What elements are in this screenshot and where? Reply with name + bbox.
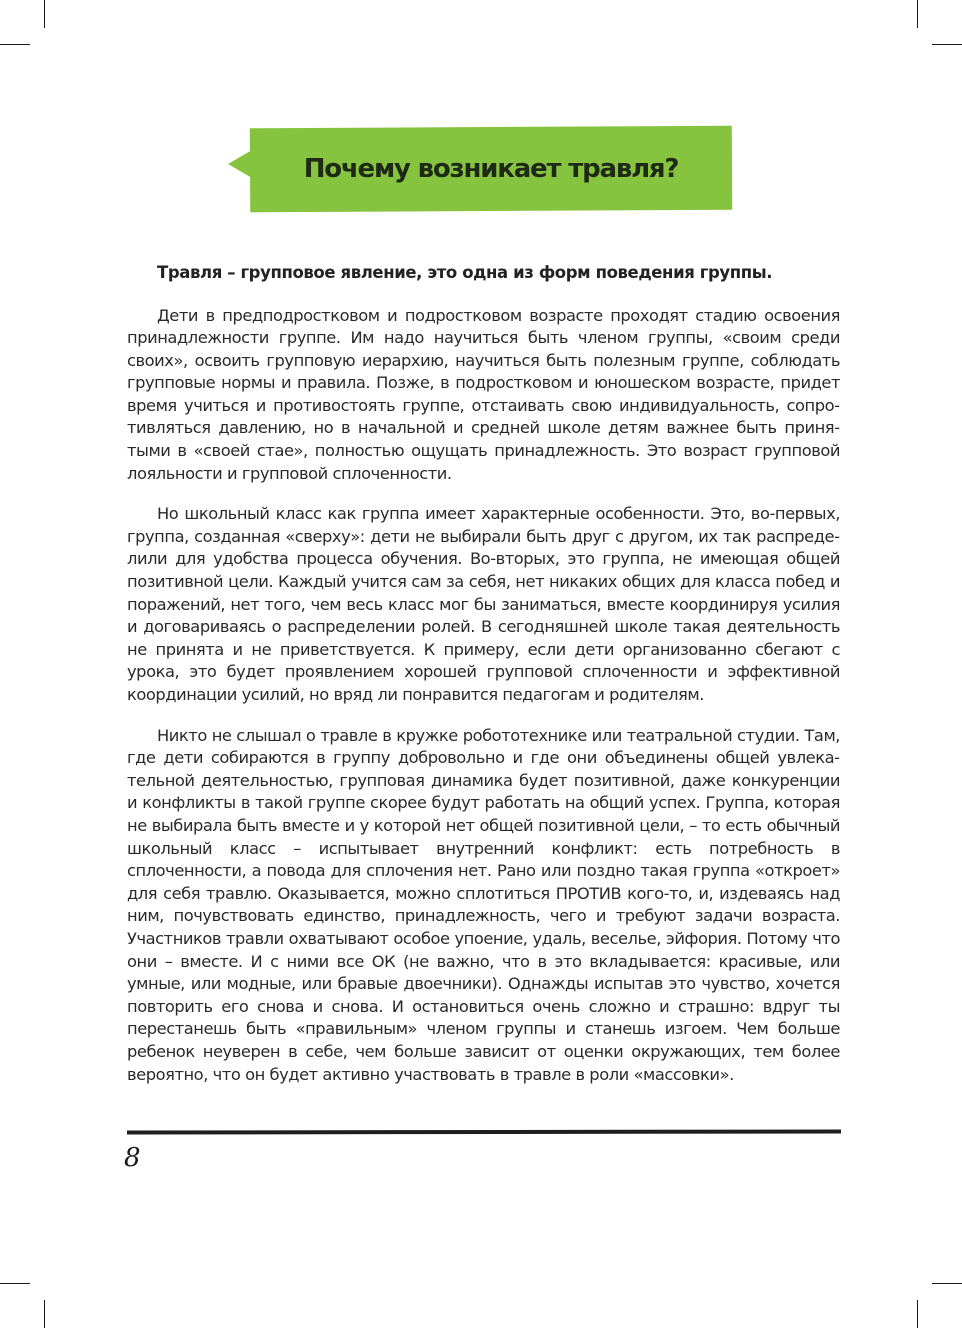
paragraph-1: Дети в предподростковом и подростковом возрасте проходят стадию освоения принадлежности группе. Им надо научиться быть членом группы, «своим среди своих», освоить групповую иерархию, научиться быть полезным группе, соблюдать групповые нормы и правила. Позже, в подростковом и юношеском возрасте, придет время учиться и противостоять группе, отстаивать свою индивидуальность, сопротивляться давлению, но в начальной и средней школе детям важнее быть принятыми в «своей стае», полностью ощущать принадлежность. Это возраст групповой лояльности и групповой сплоченности. (127, 305, 840, 483)
crop-mark-bottom-right-vertical (917, 1300, 918, 1328)
section-title: Почему возникает травля? (303, 154, 679, 184)
page-number: 8 (124, 1143, 141, 1173)
crop-mark-bottom-right-horizontal (932, 1283, 962, 1284)
paragraph-2: Но школьный класс как группа имеет характерные особенности. Это, во-первых, группа, созданная «сверху»: дети не выбирали быть друг с другом, их так распределили для удобства процесса обучения. Во-вторых, это группа, не имеющая общей позитивной цели. Каждый учится сам за себя, нет никаких общих для класса побед и поражений, нет того, чем весь класс мог бы заниматься, вместе координируя усилия и договариваясь о распределении ролей. В сегодняшней школе такая деятельность не принята и не приветствуется. К примеру, если дети организованно сбегают с урока, это будет проявлением хорошей групповой сплоченности и эффективной координации усилий, но вряд ли понравится педагогам и родителям. (127, 504, 840, 704)
crop-mark-top-right-vertical (917, 0, 918, 28)
crop-mark-top-left-horizontal (0, 44, 30, 45)
footer-rule (127, 1130, 841, 1135)
lead-sentence: Травля – групповое явление, это одна из форм поведения группы. (157, 263, 773, 282)
crop-mark-top-right-horizontal (932, 44, 962, 45)
paragraph-3: Никто не слышал о травле в кружке робототехнике или театральной студии. Там, где дети собираются в группу добровольно и где они объединены общей увлекательной деятельностью, групповая динамика будет позитивной, даже конкуренции и конфликты в такой группе скорее будут работать на общий успех. Группа, которая не выбирала быть вместе и у которой нет общей позитивной цели, – то есть обычный школьный класс – испытывает внутренний конфликт: есть потребность в сплоченности, а повода для сплочения нет. Рано или поздно такая группа «откроет» для себя травлю. Оказывается, можно сплотиться ПРОТИВ кого-то, и, издеваясь над ним, почувствовать единство, принадлежность, чего и требуют задачи возраста. Участников травли охватывают особое упоение, удаль, веселье, эйфория. Потому что они – вместе. И с ними все ОК (не важно, что в это вкладывается: красивые, или умные, или модные, или бравые двоечники). Однажды испытав это чувство, хочется повторить его снова и снова. И остановиться очень сложно и страшно: вдруг ты перестанешь быть «правильным» членом группы и станешь изгоем. Чем больше ребенок неуверен в себе, чем больше зависит от оценки окружающих, тем более вероятно, что он будет активно участвовать в травле в роли «массовки». (127, 725, 840, 1084)
crop-mark-top-left-vertical (44, 0, 45, 28)
crop-mark-bottom-left-horizontal (0, 1283, 30, 1284)
article-body (127, 262, 840, 1104)
crop-mark-bottom-left-vertical (44, 1300, 45, 1328)
speech-banner-tail (228, 150, 252, 178)
